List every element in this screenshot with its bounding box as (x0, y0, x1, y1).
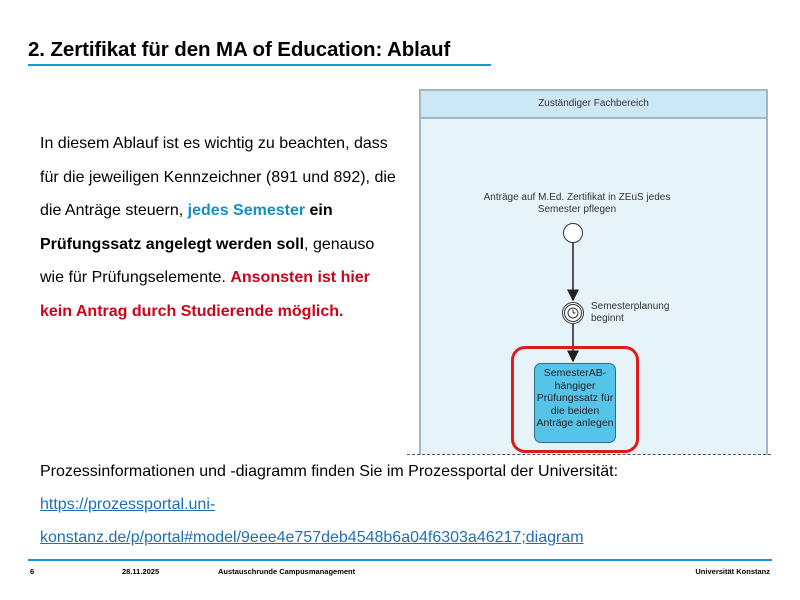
process-diagram (407, 89, 771, 456)
body-text-continuation: , genauso wie für Prüfungselemente. (40, 235, 375, 286)
timer-event-icon (562, 302, 584, 324)
footer-page-number: 6 (30, 567, 35, 576)
footer-event: Austauschrunde Campusmanagement (218, 567, 356, 576)
title-underline (28, 64, 491, 66)
footer-organization: Universität Konstanz (695, 567, 770, 576)
task-box: SemesterAB-hängiger Prüfungssatz für die beiden Anträge anlegen (534, 363, 616, 443)
body-text-highlight-blue: jedes Semester (187, 202, 306, 219)
process-info-text: Prozessinformationen und -diagramm finden Sie im Prozessportal der Universität: (40, 463, 619, 480)
start-event-icon (563, 223, 583, 243)
body-paragraph (40, 127, 400, 328)
process-info (40, 455, 780, 554)
body-text-bold: ein Prüfungssatz angelegt werden soll (40, 202, 333, 253)
start-event-label: Anträge auf M.Ed. Zertifikat in ZEuS jedes Semester pflegen (483, 192, 671, 215)
portal-link-line2[interactable]: konstanz.de/p/portal#model/9eee4e757deb4548b6a04f6303a46217;diagram (40, 529, 584, 546)
portal-link-line1[interactable]: https://prozessportal.uni- (40, 496, 216, 513)
timer-event-label: Semesterplanung beginnt (591, 301, 670, 324)
footer-date: 28.11.2025 (122, 567, 160, 576)
body-text-intro: In diesem Ablauf ist es wichtig zu beachten, dass für die jeweiligen Kennzeichner (891 und 892), die die Anträge steuern, (40, 135, 396, 219)
footer-rule (28, 559, 772, 561)
red-highlight-frame (511, 346, 639, 453)
swimlane-header: Zuständiger Fachbereich (421, 91, 766, 119)
slide-title: 2. Zertifikat für den MA of Education: Ablauf (28, 38, 451, 61)
body-text-warning: Ansonsten ist hier kein Antrag durch Studierende möglich. (40, 269, 370, 320)
